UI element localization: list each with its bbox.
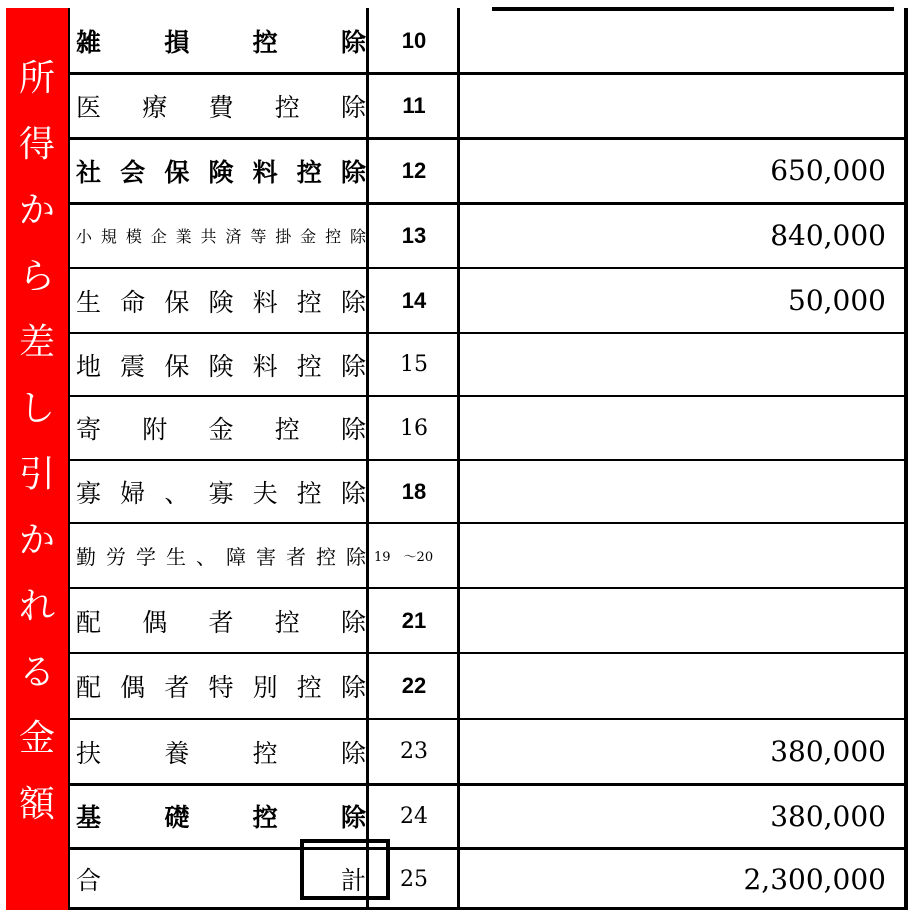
row-number: 13 — [401, 222, 427, 248]
row-number: 24 — [400, 803, 428, 829]
row-number: 23 — [400, 739, 428, 764]
row-number: 16 — [400, 415, 428, 441]
table-row — [68, 719, 908, 784]
row-number: 22 — [401, 673, 427, 698]
sidebar-char: 差 — [18, 322, 55, 363]
row-label: 寡 婦 、 寡 夫 控 除 — [76, 478, 366, 508]
row-label: 地 震 保 険 料 控 除 — [76, 351, 366, 381]
row-amount — [462, 73, 886, 138]
row-label: 雑 損 控 除 — [76, 27, 366, 57]
row-amount: 650,000 — [770, 154, 886, 187]
sidebar-char: れ — [18, 586, 55, 627]
sidebar-char: 所 — [18, 58, 55, 99]
row-amount: 50,000 — [788, 284, 886, 317]
table-row — [68, 268, 908, 333]
row-amount — [462, 460, 886, 523]
table-row — [68, 784, 908, 848]
row-number: 11 — [402, 92, 426, 118]
row-number: 18 — [401, 478, 427, 504]
table-row — [68, 523, 908, 588]
sidebar-char: 得 — [18, 124, 55, 165]
row-label: 扶 養 控 除 — [76, 738, 366, 768]
row-amount: 380,000 — [770, 735, 886, 768]
table-row — [68, 848, 908, 910]
row-amount — [462, 8, 886, 73]
row-label: 医 療 費 控 除 — [76, 92, 366, 122]
row-amount — [462, 333, 886, 396]
row-number: 21 — [401, 607, 427, 633]
sidebar-vertical-text — [6, 8, 68, 910]
row-label: 合 計 — [76, 866, 366, 895]
sidebar-char: ら — [18, 256, 55, 297]
sidebar-char: 額 — [18, 784, 55, 825]
row-label: 勤 労 学 生 、 障 害 者 控 除 — [76, 545, 366, 569]
row-amount: 2,300,000 — [743, 862, 886, 896]
row-number: 12 — [401, 157, 427, 183]
sidebar-char: し — [18, 388, 55, 429]
row-label: 基 礎 控 除 — [76, 803, 366, 832]
table-row — [68, 73, 908, 138]
sidebar-label-panel — [6, 8, 68, 910]
row-label: 社 会 保 険 料 控 除 — [76, 157, 366, 187]
row-amount — [462, 396, 886, 460]
row-label: 配 偶 者 特 別 控 除 — [76, 673, 366, 702]
row-amount: 380,000 — [770, 799, 886, 833]
table-row — [68, 333, 908, 396]
sidebar-char: 引 — [18, 454, 55, 495]
table-row — [68, 588, 908, 653]
table-row — [68, 138, 908, 203]
row-number: 14 — [401, 287, 427, 313]
row-amount — [462, 523, 886, 588]
row-number: 15 — [400, 352, 428, 377]
row-label: 配 偶 者 控 除 — [76, 607, 366, 637]
row-amount: 840,000 — [770, 219, 886, 252]
deduction-table — [68, 8, 908, 910]
row-number: 19 ～20 — [374, 550, 434, 565]
row-amount — [462, 653, 886, 719]
sidebar-char: か — [18, 190, 55, 231]
row-label: 寄 附 金 控 除 — [76, 415, 366, 444]
sidebar-char: る — [18, 652, 55, 693]
table-row — [68, 8, 908, 73]
row-amount — [462, 588, 886, 653]
table-row — [68, 653, 908, 719]
sidebar-char: か — [18, 520, 55, 561]
row-number: 25 — [400, 866, 428, 892]
table-row — [68, 396, 908, 460]
row-label: 生 命 保 険 料 控 除 — [76, 287, 366, 317]
total-number-box — [300, 839, 390, 900]
sidebar-char: 金 — [18, 718, 55, 759]
table-row — [68, 203, 908, 268]
row-label: 小 規 模 企 業 共 済 等 掛 金 控 除 — [76, 227, 366, 246]
table-row — [68, 460, 908, 523]
row-number: 10 — [401, 27, 427, 53]
